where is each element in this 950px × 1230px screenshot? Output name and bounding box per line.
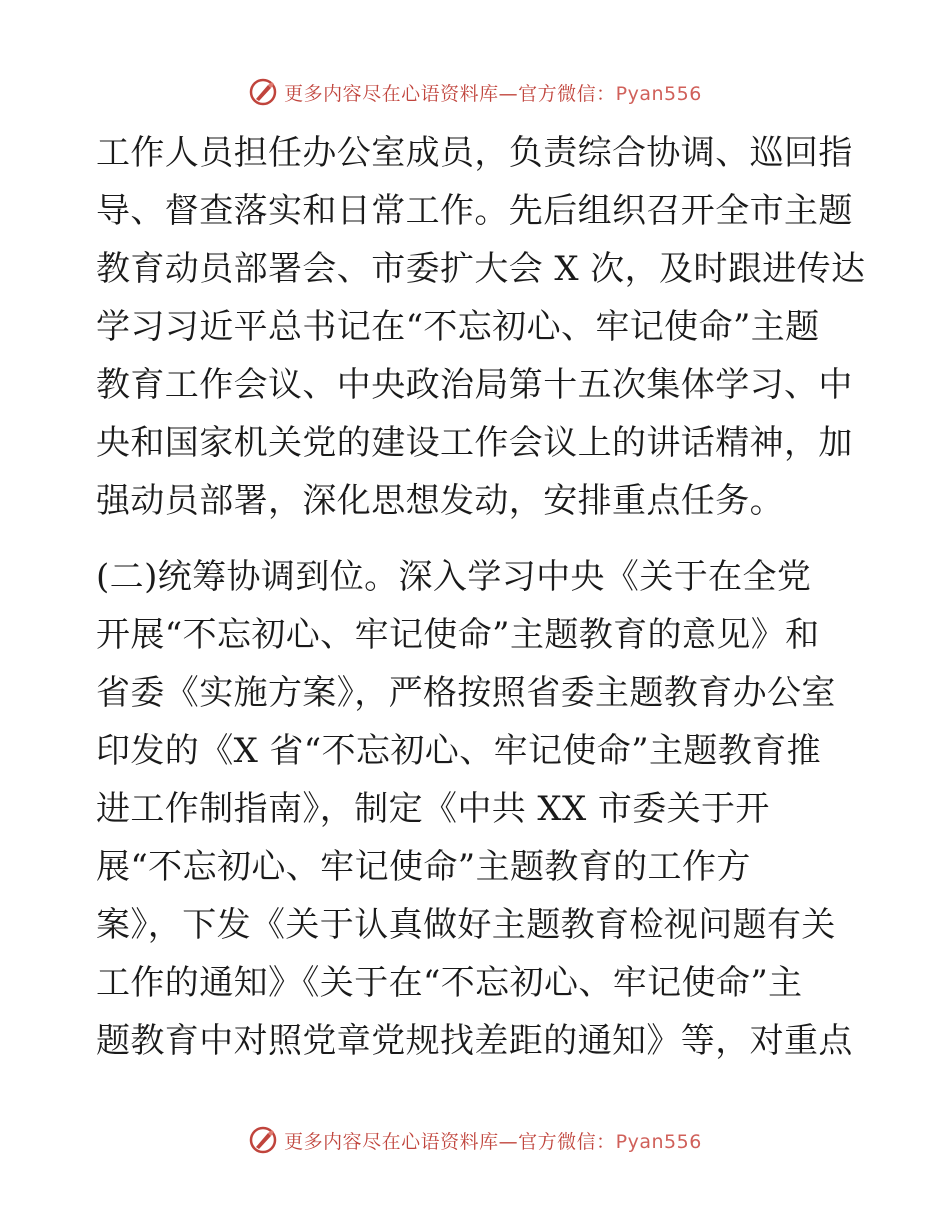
text-line: 强动员部署，深化思想发动，安排重点任务。 <box>96 481 784 521</box>
paragraph-gap <box>96 530 856 548</box>
text-line: 展“不忘初心、牢记使命”主题教育的工作方 <box>96 847 751 887</box>
banner-wechat-id: Pyan556 <box>615 82 702 105</box>
banner-text <box>284 79 702 106</box>
banner-wechat-id: Pyan556 <box>615 1130 702 1153</box>
document-body <box>96 124 866 1070</box>
footer-banner <box>0 1120 950 1160</box>
banner-main-text: 更多内容尽在心语资料库—官方微信： <box>284 82 616 105</box>
paragraph-2 <box>96 548 856 1070</box>
text-line: 导、督查落实和日常工作。先后组织召开全市主题 <box>96 191 853 231</box>
text-line: 案》，下发《关于认真做好主题教育检视问题有关 <box>96 905 836 945</box>
quill-pen-logo-icon <box>248 77 278 107</box>
text-line: 工作人员担任办公室成员，负责综合协调、巡回指 <box>96 133 853 173</box>
text-line: 开展“不忘初心、牢记使命”主题教育的意见》和 <box>96 615 820 655</box>
text-line: 进工作制指南》，制定《中共 XX 市委关于开 <box>96 789 770 829</box>
text-line: 印发的《X 省“不忘初心、牢记使命”主题教育推 <box>96 731 821 771</box>
quill-pen-logo-icon <box>248 1125 278 1155</box>
text-line: 央和国家机关党的建设工作会议上的讲话精神，加 <box>96 423 853 463</box>
text-line: 教育动员部署会、市委扩大会 X 次，及时跟进传达 <box>96 249 866 289</box>
text-line: 学习习近平总书记在“不忘初心、牢记使命”主题 <box>96 307 820 347</box>
text-line: 工作的通知》《关于在“不忘初心、牢记使命”主 <box>96 963 803 1003</box>
text-line: (二)统筹协调到位。深入学习中央《关于在全党 <box>96 557 812 597</box>
paragraph-1 <box>96 124 866 530</box>
text-line: 教育工作会议、中央政治局第十五次集体学习、中 <box>96 365 853 405</box>
banner-main-text: 更多内容尽在心语资料库—官方微信： <box>284 1130 616 1153</box>
banner-text <box>284 1127 702 1154</box>
text-line: 题教育中对照党章党规找差距的通知》等，对重点 <box>96 1021 853 1061</box>
text-line: 省委《实施方案》，严格按照省委主题教育办公室 <box>96 673 836 713</box>
header-banner <box>0 72 950 112</box>
